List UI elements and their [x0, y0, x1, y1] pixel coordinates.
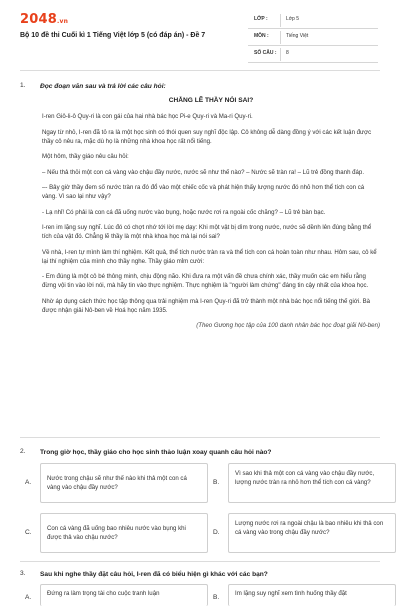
option-text: Đứng ra làm trọng tài cho cuộc tranh luận	[47, 590, 160, 597]
header-divider	[20, 70, 380, 71]
passage-paragraph: – Nếu thả thỏi một con cá vàng vào chậu đầy nước, nước sẽ như thế nào? – Nước sẽ tràn ra! – Lũ trẻ đồng thanh đáp.	[42, 168, 365, 176]
site-logo[interactable]	[20, 12, 68, 27]
question-number: 2.	[20, 448, 26, 455]
passage-paragraph: Ngay từ nhỏ, I-ren đã tỏ ra là một học sinh có thói quen suy nghĩ độc lập. Cô không dễ dàng đồng ý với các kết luận được thầy cô nêu ra, mặc dù họ là những nhà khoa học rất nổi tiếng.	[42, 128, 372, 145]
option-text: Im lặng suy nghĩ xem tình huống thầy đặt	[235, 590, 347, 597]
meta-table	[248, 12, 378, 63]
passage-paragraph: I-ren im lặng suy nghĩ. Lúc đó có chợt nhớ tới lời mẹ dạy: Khi một vật bị dìm trong nước, nước sẽ dềnh lên đúng bằng thể tích của vật đó. Chẳng lẽ thầy là một nhà khoa học mà lại nói sai?	[42, 224, 372, 240]
question-prompt: Sau khi nghe thầy đặt câu hỏi, I-ren đã có biểu hiện gì khác với các bạn?	[40, 571, 268, 578]
passage-paragraph: - Lạ nhỉ! Có phải là con cá đã uống nước vào bụng, hoặc nước rơi ra ngoài cốc chăng? – Lũ trẻ bàn bạc.	[42, 208, 326, 216]
meta-key: MÔN :	[254, 33, 269, 39]
option-text: Con cá vàng đã uống bao nhiêu nước vào bụng khi được thả vào chậu nước?	[47, 525, 186, 541]
option-letter: D.	[213, 529, 220, 536]
option-a[interactable]	[25, 463, 208, 503]
option-b[interactable]	[213, 463, 396, 503]
option-text: Lượng nước rơi ra ngoài chậu là bao nhiêu khi thả con cá vàng vào trong chậu đầy nước?	[235, 520, 384, 536]
logo-text: 2048	[20, 12, 57, 27]
logo-suffix: .vn	[56, 18, 69, 25]
meta-key: SỐ CÂU :	[254, 50, 277, 56]
meta-value: 8	[286, 50, 289, 56]
document-title: Bộ 10 đề thi Cuối kì 1 Tiếng Việt lớp 5 (có đáp án) - Đề 7	[20, 32, 206, 39]
option-c[interactable]	[25, 513, 208, 553]
page-header	[0, 0, 400, 64]
question-number: 1.	[20, 82, 26, 89]
option-text: Nước trong chậu sẽ như thế nào khi thả một con cá vàng vào chậu đầy nước?	[47, 475, 187, 491]
question-divider	[20, 437, 380, 438]
option-letter: A.	[25, 594, 32, 601]
question-prompt: Trong giờ học, thầy giáo cho học sinh thảo luận xoay quanh câu hỏi nào?	[40, 449, 272, 456]
option-d[interactable]	[213, 513, 396, 553]
option-letter: B.	[213, 594, 220, 601]
option-a[interactable]	[25, 584, 208, 606]
question-2	[20, 448, 380, 458]
question-1	[20, 82, 380, 92]
option-letter: C.	[25, 529, 32, 536]
question-prompt: Đọc đoạn văn sau và trả lời các câu hỏi:	[40, 83, 166, 90]
meta-value: Tiếng Việt	[286, 33, 309, 39]
meta-row-question-count	[248, 46, 378, 63]
passage-paragraph: - Em đúng là một cô bé thông minh, chịu động não. Khi đưa ra một vấn đề chưa chính xác, thầy muốn các em hiểu rằng đừng vội tin vào lời nói, mà hãy tin vào thực nghiệm. Thực nghiệm là "người làm chứng" đáng tin cậy nhất của khoa học.	[42, 273, 369, 289]
meta-separator	[280, 14, 281, 27]
meta-row-subject	[248, 29, 378, 46]
meta-separator	[280, 31, 281, 44]
option-letter: B.	[213, 479, 220, 486]
option-text: Vì sao khi thả một con cá vàng vào chậu đầy nước, lượng nước tràn ra nhỏ hơn thể tích con cá vàng?	[235, 470, 375, 486]
passage-paragraph: –- Bây giờ thầy đem số nước tràn ra đó đổ vào một chiếc cốc và phát hiện thấy lượng nước đó nhỏ hơn thể tích con cá vàng. Vì sao lại như vậy?	[42, 184, 365, 200]
q2-options	[25, 463, 384, 563]
question-divider	[20, 561, 380, 562]
passage-paragraph: I-ren Giô-li-ô Quy-ri là con gái của hai nhà bác học Pi-e Quy-ri và Ma-ri Quy-ri.	[42, 113, 253, 120]
option-b[interactable]	[213, 584, 396, 606]
passage-paragraph: Về nhà, I-ren tự mình làm thí nghiệm. Kết quả, thể tích nước tràn ra và thể tích con cá hoàn toàn như nhau. Hôm sau, cô kể lại thí nghiệm của mình cho thầy nghe. Thầy giáo mỉm cười:	[42, 248, 377, 265]
passage-source: (Theo Gương học tập của 100 danh nhân bác học đoạt giải Nô-ben)	[196, 322, 380, 329]
meta-key: LỚP :	[254, 16, 268, 22]
option-letter: A.	[25, 479, 32, 486]
reading-passage	[42, 96, 380, 337]
passage-paragraph: Nhờ áp dụng cách thức học tập thông qua trải nghiệm mà I-ren Quy-ri đã trở thành một nhà bác học nổi tiếng thế giới. Bà được nhận giải Nô-ben về Hoá học năm 1935.	[42, 297, 371, 314]
meta-separator	[280, 48, 281, 61]
meta-value: Lớp 5	[286, 16, 300, 22]
meta-row-class	[248, 12, 378, 29]
passage-title: CHẲNG LẼ THẦY NÓI SAI?	[168, 97, 254, 104]
q3-options	[25, 584, 380, 601]
question-3	[20, 570, 380, 580]
passage-paragraph: Một hôm, thầy giáo nêu câu hỏi:	[42, 153, 129, 160]
question-number: 3.	[20, 570, 26, 577]
